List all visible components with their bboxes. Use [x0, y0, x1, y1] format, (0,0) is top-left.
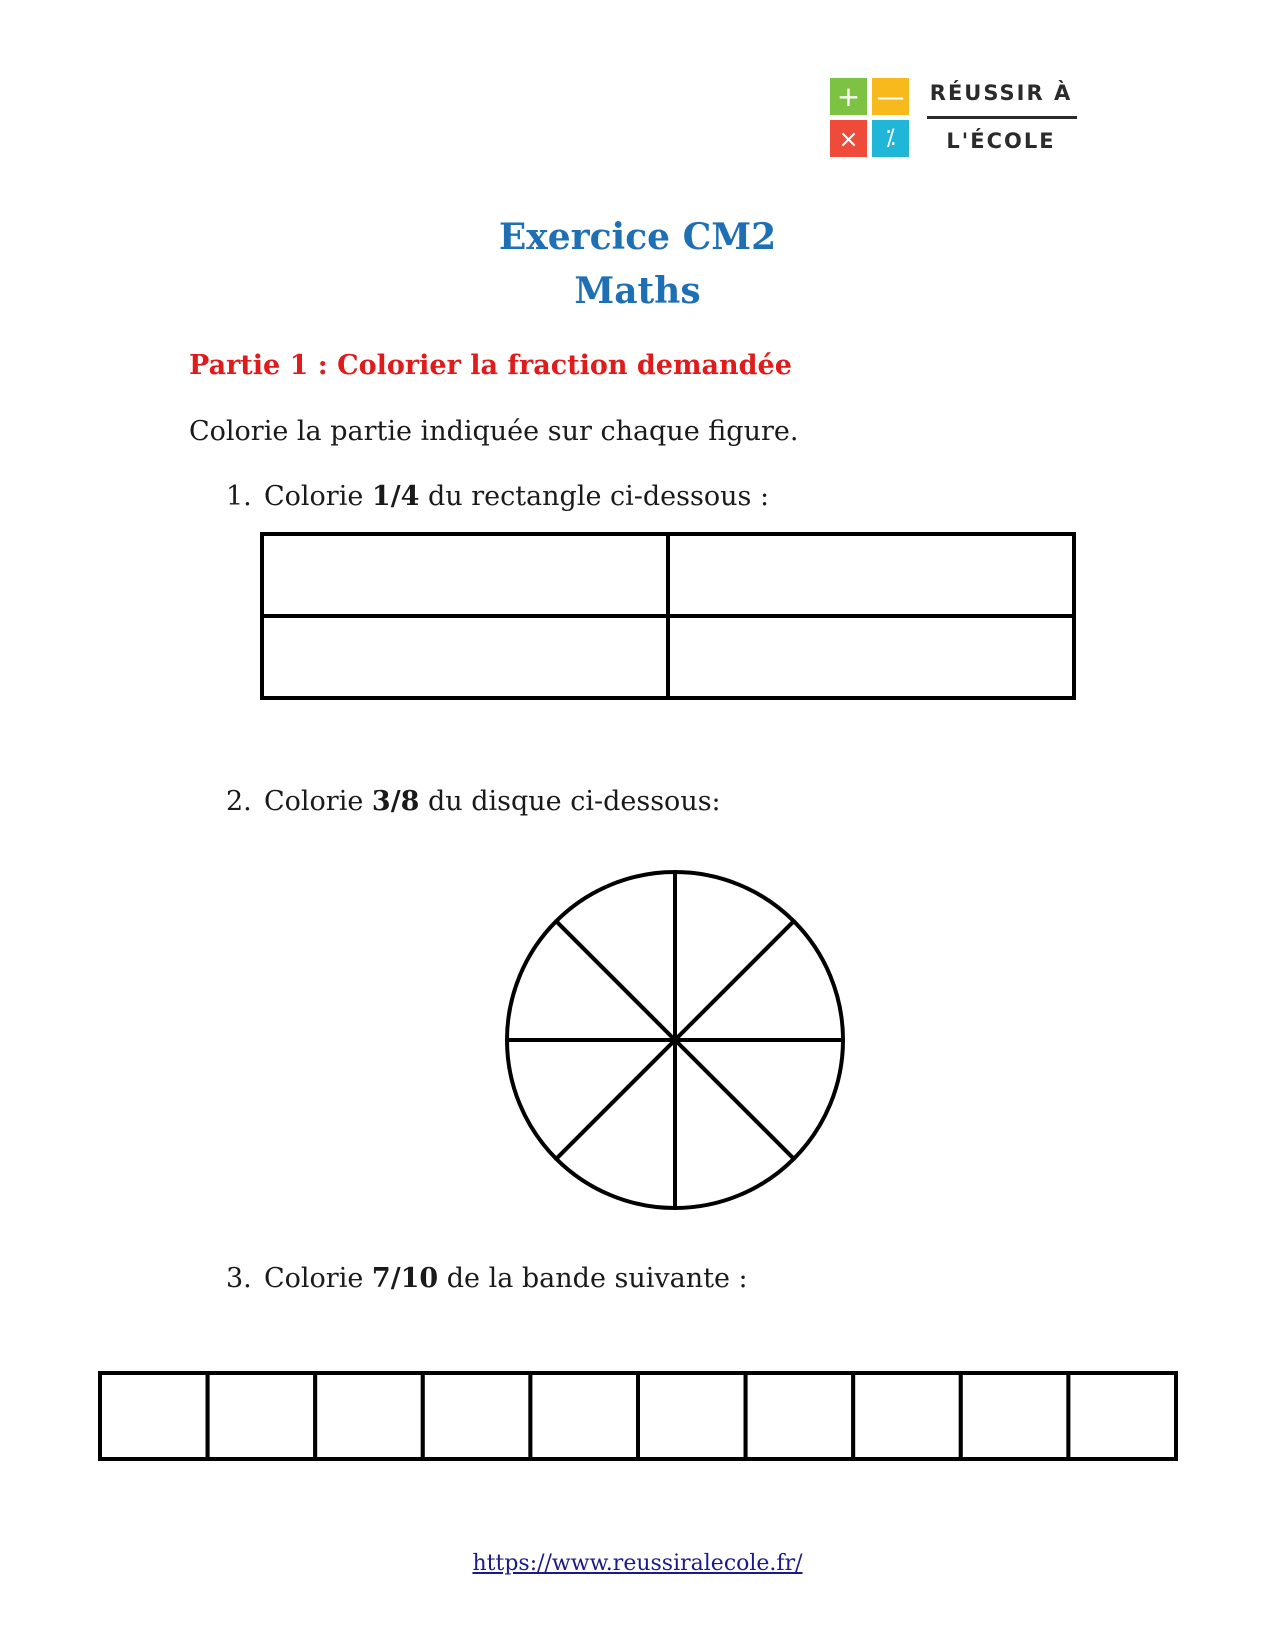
strip-cell — [961, 1373, 1069, 1459]
brand-name-top: RÉUSSIR À — [929, 81, 1073, 105]
minus-icon: — — [872, 78, 909, 115]
strip-cell — [746, 1373, 854, 1459]
question-text-before: Colorie — [264, 1263, 372, 1294]
rectangle-cell — [262, 534, 668, 616]
rectangle-cell — [668, 534, 1074, 616]
question-fraction: 1/4 — [371, 481, 420, 512]
question-text-before: Colorie — [264, 481, 372, 512]
percent-icon: ⁒ — [872, 120, 909, 157]
strip-cell — [1068, 1373, 1176, 1459]
strip-cell — [853, 1373, 961, 1459]
instructions-text: Colorie la partie indiquée sur chaque figure. — [189, 416, 799, 447]
brand-divider — [927, 116, 1077, 119]
plus-icon: + — [830, 78, 867, 115]
question-number: 3. — [226, 1263, 252, 1294]
rectangle-figure — [258, 530, 1078, 702]
brand-name-bottom: L'ÉCOLE — [946, 129, 1056, 153]
brand-logo — [830, 78, 1080, 158]
question-fraction: 3/8 — [371, 786, 420, 817]
question-text-after: du disque ci-dessous: — [419, 786, 721, 817]
question-text-before: Colorie — [264, 786, 372, 817]
question-3 — [226, 1263, 748, 1294]
question-fraction: 7/10 — [371, 1263, 439, 1294]
page-title: Exercice CM2 — [498, 216, 777, 258]
question-number: 1. — [226, 481, 252, 512]
website-link[interactable]: https://www.reussiralecole.fr/ — [472, 1551, 803, 1576]
question-text-after: du rectangle ci-dessous : — [419, 481, 770, 512]
strip-figure — [96, 1369, 1180, 1463]
strip-cell — [100, 1373, 208, 1459]
disc-figure — [503, 868, 847, 1212]
page-subtitle: Maths — [574, 270, 701, 312]
question-number: 2. — [226, 786, 252, 817]
strip-cell — [208, 1373, 316, 1459]
strip-cell — [530, 1373, 638, 1459]
times-icon: × — [830, 120, 867, 157]
question-1 — [226, 481, 769, 512]
rectangle-cell — [262, 616, 668, 698]
question-text-after: de la bande suivante : — [438, 1263, 748, 1294]
strip-cell — [638, 1373, 746, 1459]
strip-cell — [423, 1373, 531, 1459]
question-2 — [226, 786, 721, 817]
rectangle-cell — [668, 616, 1074, 698]
strip-cell — [315, 1373, 423, 1459]
section-heading: Partie 1 : Colorier la fraction demandée — [189, 350, 792, 381]
